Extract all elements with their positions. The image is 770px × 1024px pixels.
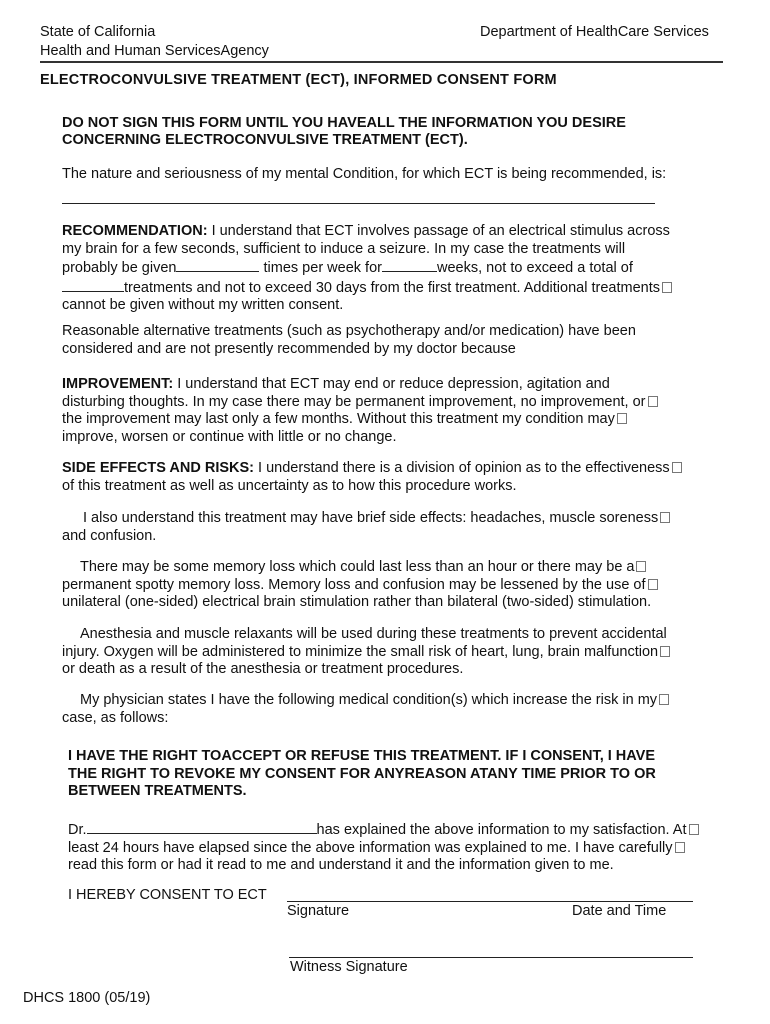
rights-section bbox=[68, 748, 748, 801]
improvement-section bbox=[62, 376, 742, 446]
header-divider bbox=[40, 61, 723, 63]
state-label: State of California bbox=[40, 24, 156, 40]
physician-conditions-line-2: case, as follows: bbox=[62, 709, 169, 726]
improvement-line-2: disturbing thoughts. In my case there may be permanent improvement, no improvement, or bbox=[62, 393, 646, 410]
form-number: DHCS 1800 (05/19) bbox=[23, 990, 151, 1006]
checkbox-glyph-icon bbox=[660, 512, 670, 523]
improvement-line-1: I understand that ECT may end or reduce depression, agitation and bbox=[177, 376, 610, 392]
doctor-prefix: Dr. bbox=[68, 822, 87, 838]
signature-line[interactable] bbox=[287, 901, 693, 902]
warning-line-2: CONCERNING ELECTROCONVULSIVE TREATMENT (ECT). bbox=[62, 132, 468, 148]
side-effects-line-2: of this treatment as well as uncertainty as to how this procedure works. bbox=[62, 477, 517, 494]
checkbox-glyph-icon bbox=[672, 462, 682, 473]
recommendation-line-2: my brain for a few seconds, sufficient to induce a seizure. In my case the treatments will bbox=[62, 240, 626, 257]
anesthesia-section bbox=[62, 626, 742, 679]
signature-label: Signature bbox=[287, 903, 350, 919]
agency-label: Health and Human ServicesAgency bbox=[40, 43, 269, 59]
checkbox-glyph-icon bbox=[660, 646, 670, 657]
checkbox-glyph-icon bbox=[648, 579, 658, 590]
doctor-section bbox=[68, 820, 748, 875]
improvement-line-4: improve, worsen or continue with little or no change. bbox=[62, 428, 397, 445]
rights-line-2: THE RIGHT TO REVOKE MY CONSENT FOR ANYREASON ATANY TIME PRIOR TO OR bbox=[68, 765, 656, 782]
checkbox-glyph-icon bbox=[689, 824, 699, 835]
checkbox-glyph-icon bbox=[662, 282, 672, 293]
alternatives-line-1: Reasonable alternative treatments (such as psychotherapy and/or medication) have been bbox=[62, 323, 636, 339]
rights-line-1: I HAVE THE RIGHT TOACCEPT OR REFUSE THIS TREATMENT. IF I CONSENT, I HAVE bbox=[68, 748, 656, 764]
checkbox-glyph-icon bbox=[617, 413, 627, 424]
checkbox-glyph-icon bbox=[636, 561, 646, 572]
department-label: Department of HealthCare Services bbox=[480, 24, 709, 40]
doctor-line-1: has explained the above information to my satisfaction. At bbox=[316, 822, 687, 838]
anesthesia-line-1: Anesthesia and muscle relaxants will be used during these treatments to prevent accidental bbox=[80, 626, 667, 642]
rights-line-3: BETWEEN TREATMENTS. bbox=[68, 783, 247, 799]
doctor-line-2: least 24 hours have elapsed since the above information was explained to me. I have carefully bbox=[68, 839, 673, 856]
brief-effects-line-2: and confusion. bbox=[62, 527, 157, 544]
recommendation-line-5: cannot be given without my written consent. bbox=[62, 297, 344, 313]
improvement-line-3: the improvement may last only a few months. Without this treatment my condition may bbox=[62, 411, 615, 427]
memory-section bbox=[62, 559, 742, 612]
anesthesia-line-3: or death as a result of the anesthesia or treatment procedures. bbox=[62, 661, 464, 677]
witness-signature-line[interactable] bbox=[289, 957, 693, 958]
weeks-field[interactable] bbox=[382, 258, 437, 272]
date-time-label: Date and Time bbox=[572, 903, 667, 919]
recommendation-line-1: I understand that ECT involves passage of an electrical stimulus across bbox=[211, 223, 670, 239]
checkbox-glyph-icon bbox=[659, 694, 669, 705]
memory-line-2: permanent spotty memory loss. Memory loss and confusion may be lessened by the use of bbox=[62, 576, 646, 593]
memory-line-1: There may be some memory loss which could last less than an hour or there may be a bbox=[80, 559, 635, 575]
alternatives-line-2: considered and are not presently recommended by my doctor because bbox=[62, 340, 516, 357]
brief-effects-section bbox=[62, 510, 742, 545]
improvement-heading: IMPROVEMENT: bbox=[62, 376, 174, 392]
physician-conditions-section bbox=[62, 692, 742, 727]
memory-line-3: unilateral (one-sided) electrical brain stimulation rather than bilateral (two-sided) stimulation. bbox=[62, 594, 652, 610]
recommendation-line-3a: probably be given bbox=[62, 260, 177, 276]
witness-signature-label: Witness Signature bbox=[290, 959, 408, 975]
form-title: ELECTROCONVULSIVE TREATMENT (ECT), INFORMED CONSENT FORM bbox=[40, 72, 557, 88]
recommendation-line-4: treatments and not to exceed 30 days from the first treatment. Additional treatments bbox=[124, 279, 660, 296]
total-treatments-field[interactable] bbox=[62, 278, 124, 292]
checkbox-glyph-icon bbox=[675, 842, 685, 853]
times-per-week-field[interactable] bbox=[176, 258, 259, 272]
recommendation-line-3b: times per week for bbox=[259, 260, 382, 276]
checkbox-glyph-icon bbox=[648, 396, 658, 407]
side-effects-line-1: I understand there is a division of opinion as to the effectiveness bbox=[258, 460, 670, 476]
doctor-line-3: read this form or had it read to me and understand it and the information given to me. bbox=[68, 857, 614, 873]
alternatives-section bbox=[62, 323, 742, 358]
doctor-name-field[interactable] bbox=[87, 820, 317, 834]
condition-answer-line[interactable] bbox=[62, 203, 655, 204]
consent-label: I HEREBY CONSENT TO ECT bbox=[68, 887, 267, 903]
recommendation-heading: RECOMMENDATION: bbox=[62, 223, 208, 239]
side-effects-heading: SIDE EFFECTS AND RISKS: bbox=[62, 460, 255, 476]
anesthesia-line-2: injury. Oxygen will be administered to minimize the small risk of heart, lung, brain malfunction bbox=[62, 643, 659, 660]
recommendation-section bbox=[62, 223, 742, 315]
brief-effects-line-1: I also understand this treatment may have brief side effects: headaches, muscle soreness bbox=[83, 510, 659, 526]
physician-conditions-line-1: My physician states I have the following medical condition(s) which increase the risk in my bbox=[80, 692, 658, 708]
warning-line-1: DO NOT SIGN THIS FORM UNTIL YOU HAVEALL THE INFORMATION YOU DESIRE bbox=[62, 115, 626, 131]
side-effects-section bbox=[62, 460, 742, 495]
condition-prompt: The nature and seriousness of my mental Condition, for which ECT is being recommended, is: bbox=[62, 166, 667, 182]
recommendation-line-3c: weeks, not to exceed a total of bbox=[436, 260, 633, 276]
